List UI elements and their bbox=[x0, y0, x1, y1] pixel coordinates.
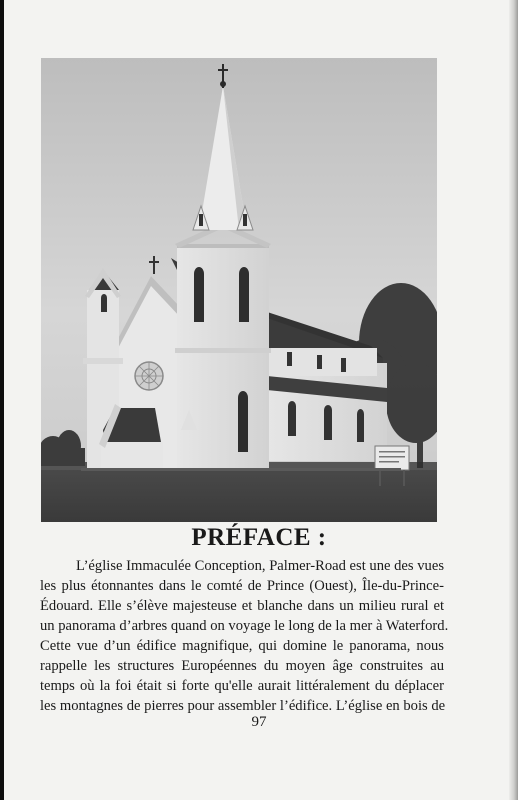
body-line: les montagnes de pierres pour assembler l’édifice. L’église en bois de bbox=[40, 698, 446, 714]
body-line: L’église Immaculée Conception, Palmer-Road est une des vues bbox=[76, 558, 444, 574]
body-line: les plus étonnantes dans le comté de Prince (Ouest), Île-du-Prince- bbox=[40, 578, 444, 594]
body-line: rappelle les structures Européennes du moyen âge construites au bbox=[40, 658, 444, 674]
page-number: 97 bbox=[251, 714, 267, 730]
body-line: un panorama d’arbres quand on voyage le long de la mer à Waterford. bbox=[40, 618, 449, 634]
preface-body bbox=[40, 556, 449, 716]
page-edge-right bbox=[509, 0, 518, 800]
preface-heading: PRÉFACE : bbox=[191, 524, 327, 551]
body-line: Cette vue d’un édifice magnifique, qui domine le panorama, nous bbox=[40, 638, 444, 654]
body-line: temps où la foi était si forte qu'elle aurait littéralement du déplacer bbox=[40, 678, 444, 694]
page-edge-left bbox=[0, 0, 4, 800]
church-photo bbox=[41, 58, 437, 522]
body-line: Édouard. Elle s’élève majesteuse et blanche dans un milieu rural et bbox=[40, 598, 444, 614]
